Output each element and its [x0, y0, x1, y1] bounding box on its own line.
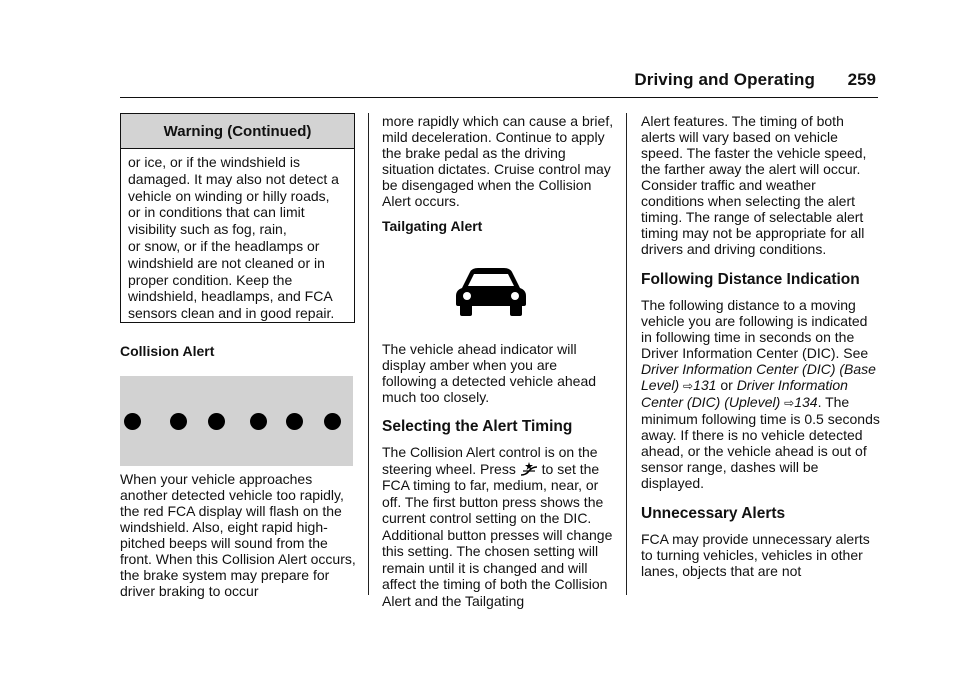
unnecessary-alerts-text: FCA may provide unnecessary alerts to turning vehicles, vehicles in other lanes, objects that are not [641, 531, 870, 579]
dic-uplevel-link[interactable]: Driver Information Center (DIC) (Uplevel) [641, 377, 848, 410]
warning-line: windshield are not cleaned or in [128, 254, 325, 271]
alert-timing-button-icon [520, 462, 538, 476]
continued-text-col3: Alert features. The timing of both alerts will vary based on vehicle speed. The faster the vehicle speed, the farther away the alert will occur. Consider traffic and weather conditions when selecting the alert timing. The range of selectable alert timing may not be appropriate for all drivers and driving conditions. [641, 113, 867, 257]
dic-base-link[interactable]: Driver Information Center (DIC) (Base Level) [641, 361, 876, 393]
column-3 [641, 113, 881, 588]
header-divider [120, 97, 878, 98]
page-ref-arrow-icon: ⇨ [784, 396, 795, 410]
dot-icon [286, 413, 303, 430]
dot-icon [324, 413, 341, 430]
collision-alert-heading: Collision Alert [120, 343, 215, 359]
page-ref-131[interactable]: 131 [693, 377, 717, 393]
following-text-1: The following distance to a moving vehicle you are following is indicated in following time in seconds on the Driver Information Center (DIC). See [641, 297, 869, 361]
warning-line: or ice, or if the windshield is [128, 154, 300, 170]
page-ref-134[interactable]: 134 [794, 394, 818, 410]
following-distance-text [641, 297, 881, 491]
alert-timing-text [382, 444, 614, 609]
warning-title: Warning (Continued) [121, 114, 354, 149]
column-1-bottom [120, 471, 356, 608]
column-divider-1 [368, 113, 369, 595]
warning-line: damaged. It may also not detect a [128, 170, 339, 187]
warning-line: or in conditions that can limit [128, 204, 305, 221]
selecting-alert-timing-heading: Selecting the Alert Timing [382, 418, 573, 435]
column-divider-2 [626, 113, 627, 595]
column-2-bottom [382, 341, 614, 618]
alert-timing-text-end: to set the FCA timing to far, medium, near, or off. The first button press shows the current control setting on the DIC. Additional button presses will change this setting. The chosen setting will remain until it is changed and will affect the timing of both the Collision Alert and the Tailgating [382, 460, 613, 609]
collision-alert-graphic [120, 376, 353, 466]
vehicle-indicator-text: The vehicle ahead indicator will display amber when you are following a detected vehicle ahead much too closely. [382, 341, 597, 405]
ref-or: or [720, 377, 733, 393]
dot-icon [170, 413, 187, 430]
warning-line: or snow, or if the headlamps or [128, 237, 320, 254]
warning-box [120, 113, 355, 323]
following-text-2: . The minimum following time is 0.5 seconds away. If there is no vehicle detected ahead, or the vehicle ahead is out of sensor range, dashes will be displayed. [641, 394, 880, 491]
page-number: 259 [847, 70, 876, 89]
section-title: Driving and Operating [634, 70, 815, 89]
dot-icon [208, 413, 225, 430]
warning-line: sensors clean and in good repair. [128, 305, 335, 322]
dot-icon [124, 413, 141, 430]
warning-body [121, 149, 354, 322]
column-2-top [382, 113, 614, 243]
warning-line: vehicle on winding or hilly roads, [128, 187, 330, 204]
continued-text: more rapidly which can cause a brief, mild deceleration. Continue to apply the brake pedal as the driving situation dictates. Cruise control may be disengaged when the Collision Alert occurs. [382, 113, 614, 209]
warning-line: proper condition. Keep the [128, 271, 293, 288]
tailgating-alert-heading: Tailgating Alert [382, 218, 483, 234]
following-distance-heading: Following Distance Indication [641, 271, 860, 288]
dot-icon [250, 413, 267, 430]
collision-alert-text: When your vehicle approaches another detected vehicle too rapidly, the red FCA display will flash on the windshield. Also, eight rapid high-pitched beeps will sound from the front. When this Collision Alert occurs, the brake system may prepare for driver braking to occur [120, 471, 356, 599]
alert-timing-text-start: The Collision Alert control is on the steering wheel. Press [382, 444, 598, 477]
unnecessary-alerts-heading: Unnecessary Alerts [641, 505, 786, 522]
vehicle-ahead-icon [454, 268, 528, 316]
warning-line: windshield, headlamps, and FCA [128, 288, 333, 305]
warning-line: visibility such as fog, rain, [128, 221, 287, 238]
column-1-lower [120, 343, 356, 368]
page-ref-arrow-icon: ⇨ [683, 379, 694, 393]
